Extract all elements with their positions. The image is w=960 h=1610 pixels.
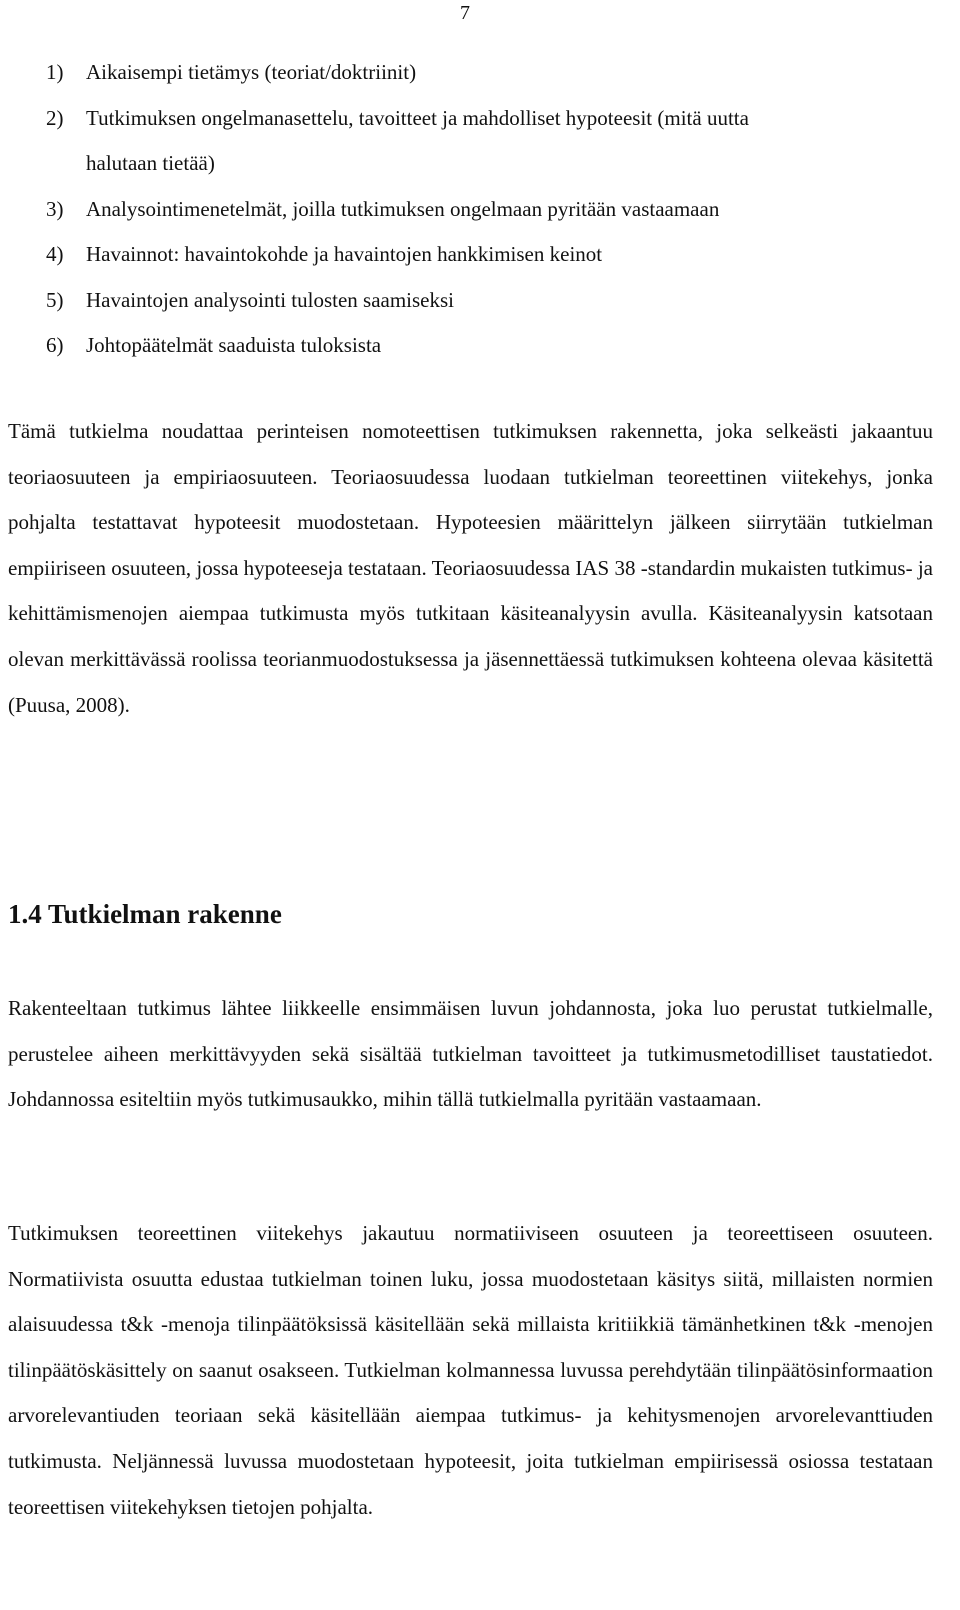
list-item-number: 1) bbox=[46, 60, 64, 84]
list-item-text: Tutkimuksen ongelmanasettelu, tavoitteet ja mahdolliset hypoteesit (mitä uutta bbox=[86, 105, 749, 130]
list-item-text-continued: halutaan tietää) bbox=[86, 151, 215, 175]
paragraph-framework-summary: Tutkimuksen teoreettinen viitekehys jakautuu normatiiviseen osuuteen ja teoreettiseen osuuteen. Normatiivista osuutta edustaa tutkielman toinen luku, jossa muodostetaan käsitys siitä, millaisten normien alaisuudessa t&k -menoja tilinpäätöksissä käsitellään sekä millaista kritiikkiä tämänhetkinen t&k -menojen tilinpäätöskäsittely on saanut osakseen. Tutkielman kolmannessa luvussa perehdytään tilinpäätösinformaation arvorelevantiuden teoriaan sekä käsitellään aiempaa tutkimus- ja kehitysmenojen arvorelevanttiuden tutkimusta. Neljännessä luvussa muodostetaan hypoteesit, joita tutkielman empiirisessä osiossa testataan teoreettisen viitekehyksen tietojen pohjalta. bbox=[8, 1221, 933, 1519]
list-item-text: Aikaisempi tietämys (teoriat/doktriinit) bbox=[86, 60, 417, 84]
list-item-number: 4) bbox=[46, 242, 64, 266]
list-item-text: Johtopäätelmät saaduista tuloksista bbox=[86, 333, 382, 357]
list-item-number: 2) bbox=[46, 105, 64, 130]
list-item-number: 6) bbox=[46, 333, 64, 357]
list-item-text: Analysointimenetelmät, joilla tutkimuksen ongelmaan pyritään vastaamaan bbox=[86, 196, 720, 221]
list-item-text: Havaintojen analysointi tulosten saamiseksi bbox=[86, 287, 455, 312]
paragraph-introduction-summary: Rakenteeltaan tutkimus lähtee liikkeelle ensimmäisen luvun johdannosta, joka luo perustat tutkielmalle, perustelee aiheen merkittävyyden sekä sisältää tutkielman tavoitteet ja tutkimusmetodilliset taustatiedot. Johdannossa esiteltiin myös tutkimusaukko, mihin tällä tutkielmalla pyritään vastaamaan. bbox=[8, 996, 933, 1112]
list-item bbox=[46, 278, 926, 324]
list-item bbox=[46, 96, 926, 187]
list-item bbox=[46, 232, 926, 278]
list-item bbox=[46, 323, 926, 369]
list-item-text: Havainnot: havaintokohde ja havaintojen hankkimisen keinot bbox=[86, 242, 603, 266]
list-item bbox=[46, 50, 926, 96]
paragraph-research-approach: Tämä tutkielma noudattaa perinteisen nomoteettisen tutkimuksen rakennetta, joka selkeästi jakaantuu teoriaosuuteen ja empiriaosuuteen. Teoriaosuudessa luodaan tutkielman teoreettinen viitekehys, jonka pohjalta testattavat hypoteesit muodostetaan. Hypoteesien määrittelyn jälkeen siirrytään tutkielman empiiriseen osuuteen, jossa hypoteeseja testataan. Teoriaosuudessa IAS 38 -standardin mukaisten tutkimus- ja kehittämismenojen aiempaa tutkimusta myös tutkitaan käsiteanalyysin avulla. Käsiteanalyysin katsotaan olevan merkittävässä roolissa teorianmuodostuksessa ja jäsennettäessä tutkimuksen kohteena olevaa käsitettä (Puusa, 2008). bbox=[8, 419, 933, 717]
list-item-number: 5) bbox=[46, 287, 64, 312]
list-item-number: 3) bbox=[46, 196, 64, 221]
page-number: 7 bbox=[460, 2, 470, 24]
section-heading: 1.4 Tutkielman rakenne bbox=[8, 899, 282, 929]
research-structure-list bbox=[46, 50, 926, 369]
list-item bbox=[46, 187, 926, 233]
